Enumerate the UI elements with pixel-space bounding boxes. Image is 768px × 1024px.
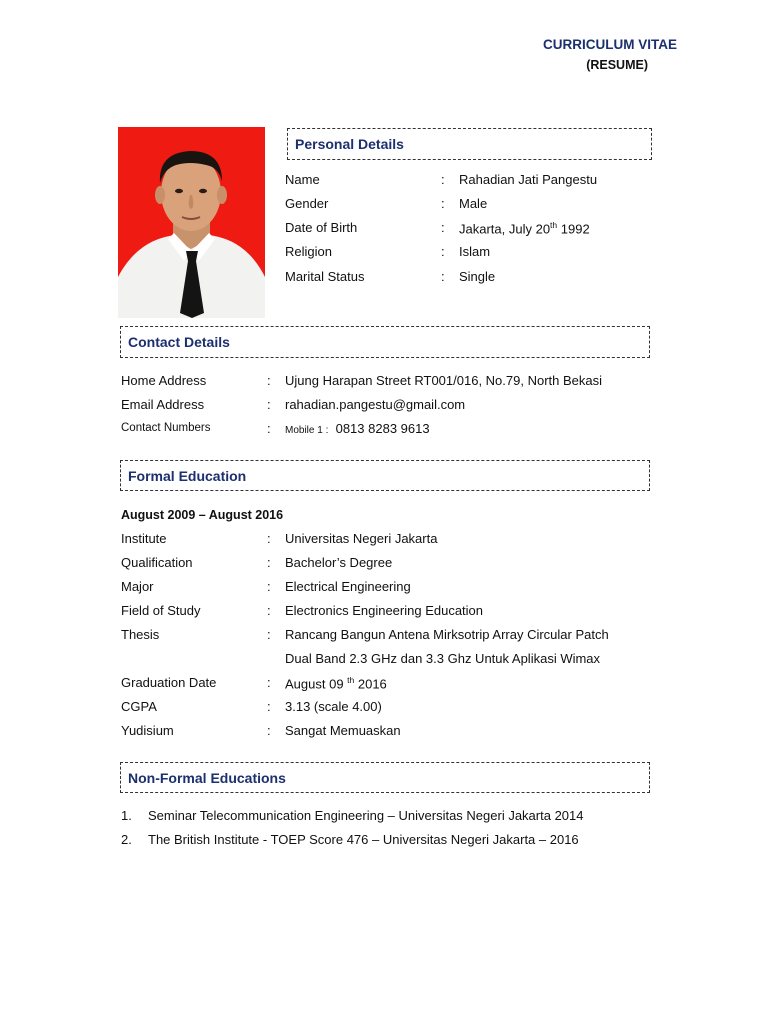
education-row-institute bbox=[0, 532, 768, 548]
non-formal-education-heading-text: Non-Formal Educations bbox=[128, 769, 286, 786]
list-item-text: Seminar Telecommunication Engineering – Universitas Negeri Jakarta 2014 bbox=[148, 808, 584, 823]
formal-education-heading bbox=[120, 460, 650, 491]
home-address-value: Ujung Harapan Street RT001/016, No.79, North Bekasi bbox=[285, 373, 602, 388]
mobile-prefix: Mobile 1 : bbox=[285, 425, 329, 436]
contact-row-email bbox=[0, 398, 768, 414]
yudisium-label: Yudisium bbox=[121, 723, 174, 738]
gender-value: Male bbox=[459, 196, 488, 211]
personal-row-dob bbox=[0, 221, 768, 237]
institute-label: Institute bbox=[121, 531, 167, 546]
cgpa-label: CGPA bbox=[121, 699, 157, 714]
email-address-value: rahadian.pangestu@gmail.com bbox=[285, 397, 466, 412]
separator: : bbox=[441, 269, 445, 284]
education-row-qualification bbox=[0, 556, 768, 572]
separator: : bbox=[267, 555, 271, 570]
personal-row-marital bbox=[0, 270, 768, 286]
separator: : bbox=[267, 579, 271, 594]
yudisium-value: Sangat Memuaskan bbox=[285, 723, 401, 738]
graduation-date-value: August 09 $^{th}$ 2016 bbox=[285, 675, 387, 692]
religion-label: Religion bbox=[285, 244, 332, 259]
education-row-thesis-cont bbox=[0, 652, 768, 668]
qualification-value: Bachelor’s Degree bbox=[285, 555, 393, 570]
thesis-value: Rancang Bangun Antena Mirksotrip Array Circular Patch bbox=[285, 627, 609, 642]
religion-value: Islam bbox=[459, 244, 491, 259]
contact-row-address bbox=[0, 374, 768, 390]
contact-details-heading bbox=[120, 326, 650, 358]
separator: : bbox=[267, 723, 271, 738]
personal-row-name bbox=[0, 173, 768, 189]
home-address-label: Home Address bbox=[121, 373, 207, 388]
education-period: August 2009 – August 2016 bbox=[121, 508, 284, 522]
education-row-cgpa bbox=[0, 700, 768, 716]
mobile-number: 0813 8283 9613 bbox=[335, 421, 430, 436]
qualification-label: Qualification bbox=[121, 555, 193, 570]
dob-value: Jakarta, July 20th 1992 bbox=[459, 220, 590, 237]
major-value: Electrical Engineering bbox=[285, 579, 411, 594]
dob-label: Date of Birth bbox=[285, 220, 358, 235]
separator: : bbox=[267, 603, 271, 618]
list-item-number: 2. bbox=[121, 832, 132, 847]
name-value: Rahadian Jati Pangestu bbox=[459, 172, 598, 187]
separator: : bbox=[441, 244, 445, 259]
list-item bbox=[0, 809, 768, 825]
institute-value: Universitas Negeri Jakarta bbox=[285, 531, 438, 546]
cgpa-value: 3.13 (scale 4.00) bbox=[285, 699, 382, 714]
education-row-graduation bbox=[0, 676, 768, 692]
thesis-value-line2: Dual Band 2.3 GHz dan 3.3 Ghz Untuk Aplikasi Wimax bbox=[285, 651, 601, 666]
list-item-number: 1. bbox=[121, 808, 132, 823]
name-label: Name bbox=[285, 172, 320, 187]
gender-label: Gender bbox=[285, 196, 329, 211]
separator: : bbox=[267, 627, 271, 642]
separator: : bbox=[267, 373, 271, 388]
thesis-label: Thesis bbox=[121, 627, 160, 642]
formal-education-heading-text: Formal Education bbox=[128, 467, 247, 484]
separator: : bbox=[441, 196, 445, 211]
contact-details-heading-text: Contact Details bbox=[128, 334, 230, 350]
personal-row-gender bbox=[0, 197, 768, 213]
separator: : bbox=[267, 699, 271, 714]
graduation-date-label: Graduation Date bbox=[121, 675, 217, 690]
email-address-label: Email Address bbox=[121, 397, 205, 412]
list-item bbox=[0, 833, 768, 849]
major-label: Major bbox=[121, 579, 154, 594]
education-row-thesis bbox=[0, 628, 768, 644]
marital-status-label: Marital Status bbox=[285, 269, 365, 284]
field-of-study-label: Field of Study bbox=[121, 603, 201, 618]
contact-row-phone bbox=[0, 422, 768, 438]
marital-status-value: Single bbox=[459, 269, 496, 284]
field-of-study-value: Electronics Engineering Education bbox=[285, 603, 484, 618]
contact-numbers-value bbox=[285, 422, 430, 436]
personal-row-religion bbox=[0, 245, 768, 261]
education-row-major bbox=[0, 580, 768, 596]
separator: : bbox=[441, 172, 445, 187]
non-formal-education-heading bbox=[120, 762, 650, 793]
document-title: CURRICULUM VITAE bbox=[543, 37, 677, 52]
separator: : bbox=[267, 421, 271, 436]
contact-numbers-label: Contact Numbers bbox=[121, 422, 211, 434]
education-row-field bbox=[0, 604, 768, 620]
separator: : bbox=[267, 531, 271, 546]
list-item-text: The British Institute - TOEP Score 476 – Universitas Negeri Jakarta – 2016 bbox=[148, 832, 579, 847]
personal-details-heading-text: Personal Details bbox=[295, 136, 404, 152]
personal-details-heading bbox=[287, 128, 652, 160]
education-row-yudisium bbox=[0, 724, 768, 740]
separator: : bbox=[267, 397, 271, 412]
separator: : bbox=[267, 675, 271, 690]
document-subtitle: (RESUME) bbox=[586, 58, 648, 72]
separator: : bbox=[441, 220, 445, 235]
